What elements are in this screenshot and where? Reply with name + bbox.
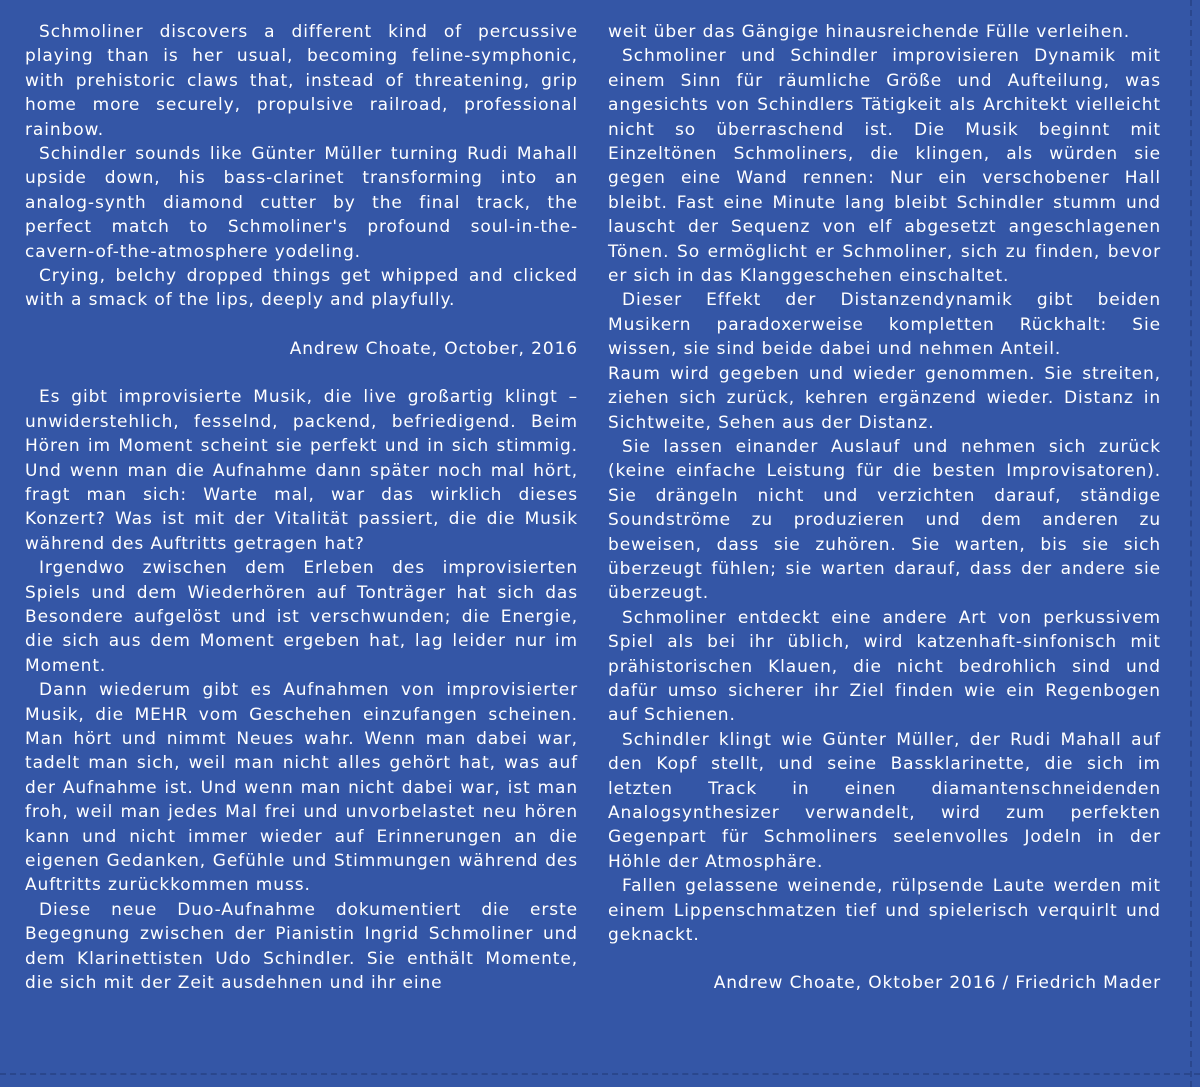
paragraph-de-2: Irgendwo zwischen dem Erleben des improvisierten Spiels und dem Wiederhören auf Tonträger hat sich das Besondere aufgelöst und ist verschwunden; die Energie, die sich aus dem Moment ergeben hat, lag leider nur im Moment. <box>25 558 578 676</box>
paragraph-continuation: weit über das Gängige hinausreichende Fülle verleihen. <box>608 22 1131 42</box>
paragraph-de-8: Sie lassen einander Auslauf und nehmen sich zurück (keine einfache Leistung für die besten Improvisatoren). Sie drängeln nicht und verzichten darauf, ständige Soundströme zu produzieren und dem anderen zu beweisen, dass sie zuhören. Sie warten, bis sie sich überzeugt fühlen; sie warten darauf, dass der andere sie überzeugt. <box>608 436 1161 604</box>
paragraph-de-4: Diese neue Duo-Aufnahme dokumentiert die erste Begegnung zwischen der Pianistin Ingrid Schmoliner und dem Klarinettisten Udo Schindler. Sie enthält Momente, die sich mit der Zeit ausdehnen und ihr eine <box>25 899 578 994</box>
paragraph-de-10: Schindler klingt wie Günter Müller, der Rudi Mahall auf den Kopf stellt, und seine Bassklarinette, die sich im letzten Track in einen diamantenschneidenden Analogsynthesizer verwandelt, wird zum perfekten Gegenpart für Schmoliners seelenvolles Jodeln in der Höhle der Atmosphäre. <box>608 729 1161 872</box>
right-dashed-border <box>1190 0 1192 1087</box>
right-column <box>608 20 1161 1020</box>
paragraph-de-6: Dieser Effekt der Distanzendynamik gibt beiden Musikern paradoxerweise kompletten Rückhalt: Sie wissen, sie sind beide dabei und nehmen Anteil. <box>608 290 1161 360</box>
paragraph-en-2: Schindler sounds like Günter Müller turning Rudi Mahall upside down, his bass-clarinet transforming into an analog-synth diamond cutter by the final track, the perfect match to Schmoliner's profound soul-in-the-cavern-of-the-atmosphere yodeling. <box>25 144 578 262</box>
signature-english: Andrew Choate, October, 2016 <box>289 338 578 359</box>
paragraph-de-1: Es gibt improvisierte Musik, die live großartig klingt – unwiderstehlich, fesselnd, packend, befriedigend. Beim Hören im Moment scheint sie perfekt und in sich stimmig. Und wenn man die Aufnahme dann später noch mal hört, fragt man sich: Warte mal, war das wirklich dieses Konzert? Was ist mit der Vitalität passiert, die die Musik während des Auftritts getragen hat? <box>25 387 578 554</box>
paragraph-de-3: Dann wiederum gibt es Aufnahmen von improvisierter Musik, die MEHR vom Geschehen einzufangen scheinen. Man hört und nimmt Neues wahr. Wenn man dabei war, tadelt man sich, weil man nicht alles gehört hat, was auf der Aufnahme ist. Und wenn man nicht dabei war, ist man froh, weil man jedes Mal frei und unvorbelastet neu hören kann und nicht immer wieder auf Erinnerungen an die eigenen Gedanken, Gefühle und Stimmungen während des Auftritts zurückkommen muss. <box>25 680 578 896</box>
paragraph-de-9: Schmoliner entdeckt eine andere Art von perkussivem Spiel als bei ihr üblich, wird katzenhaft-sinfonisch mit prähistorischen Klauen, die nicht bedrohlich sind und dafür umso sicherer ihr Ziel finden wie ein Regenbogen auf Schienen. <box>608 607 1161 726</box>
paragraph-de-11: Fallen gelassene weinende, rülpsende Laute werden mit einem Lippenschmatzen tief und spielerisch verquirlt und geknackt. <box>608 876 1161 946</box>
signature-german: Andrew Choate, Oktober 2016 / Friedrich Mader <box>713 973 1161 994</box>
paragraph-en-3: Crying, belchy dropped things get whipped and clicked with a smack of the lips, deeply and playfully. <box>25 266 578 311</box>
paragraph-de-7: Raum wird gegeben und wieder genommen. Sie streiten, ziehen sich zurück, kehren ergänzend wieder. Distanz in Sichtweite, Sehen aus der Distanz. <box>608 363 1161 433</box>
bottom-dashed-border <box>0 1073 1200 1075</box>
paragraph-en-1: Schmoliner discovers a different kind of percussive playing than is her usual, becoming feline-symphonic, with prehistoric claws that, instead of threatening, grip home more securely, propulsive railroad, professional rainbow. <box>25 22 578 140</box>
left-column <box>25 20 578 995</box>
paragraph-de-5: Schmoliner und Schindler improvisieren Dynamik mit einem Sinn für räumliche Größe und Aufteilung, was angesichts von Schindlers Tätigkeit als Architekt vielleicht nicht so überraschend ist. Die Musik beginnt mit Einzeltönen Schmoliners, die klingen, als würden sie gegen eine Wand rennen: Nur ein verschobener Hall bleibt. Fast eine Minute lang bleibt Schindler stumm und lauscht der Sequenz von elf abgesetzt angeschlagenen Tönen. So ermöglicht er Schmoliner, sich zu finden, bevor er sich in das Klanggeschehen einschaltet. <box>608 46 1161 287</box>
